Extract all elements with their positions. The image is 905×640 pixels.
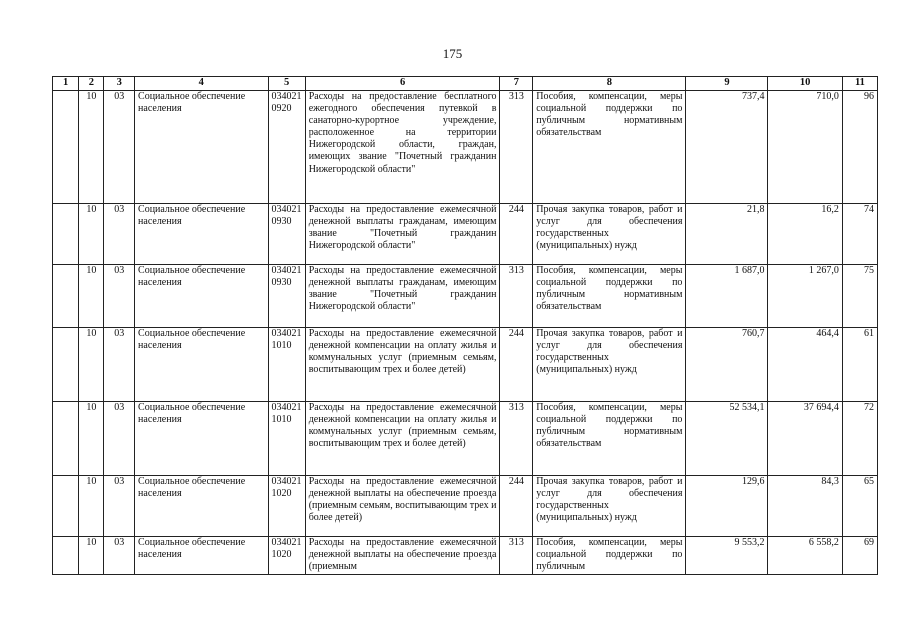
expense-description-cell: Расходы на предоставление ежемесячной денежной выплаты гражданам, имеющим звание "Почетный гражданин Нижегородской области" (305, 265, 500, 328)
planned-amount-cell: 760,7 (686, 328, 768, 402)
subsection-code-cell: 03 (104, 265, 135, 328)
row-number-cell (53, 476, 79, 537)
column-header: 8 (533, 77, 686, 91)
percent-cell: 72 (842, 402, 877, 476)
table-row (53, 91, 878, 204)
percent-cell: 69 (842, 537, 877, 575)
row-number-cell (53, 537, 79, 575)
percent-cell: 74 (842, 204, 877, 265)
percent-cell: 65 (842, 476, 877, 537)
page-number: 175 (442, 46, 463, 61)
expense-type-code-cell: 244 (500, 476, 533, 537)
row-number-cell (53, 265, 79, 328)
column-header: 2 (79, 77, 104, 91)
section-name-cell: Социальное обеспечение населения (135, 537, 268, 575)
planned-amount-cell: 1 687,0 (686, 265, 768, 328)
percent-cell: 61 (842, 328, 877, 402)
table-row (53, 265, 878, 328)
table-row (53, 328, 878, 402)
planned-amount-cell: 21,8 (686, 204, 768, 265)
executed-amount-cell: 84,3 (768, 476, 842, 537)
expense-type-name-cell: Прочая закупка товаров, работ и услуг для обеспечения государственных (муниципальных) нужд (533, 204, 686, 265)
section-name-cell: Социальное обеспечение населения (135, 402, 268, 476)
target-article-cell: 034021 1010 (268, 328, 305, 402)
executed-amount-cell: 1 267,0 (768, 265, 842, 328)
expense-type-code-cell: 313 (500, 91, 533, 204)
expense-type-code-cell: 313 (500, 402, 533, 476)
expense-type-code-cell: 244 (500, 328, 533, 402)
column-header: 4 (135, 77, 268, 91)
percent-cell: 96 (842, 91, 877, 204)
percent-cell: 75 (842, 265, 877, 328)
subsection-code-cell: 03 (104, 91, 135, 204)
section-code-cell: 10 (79, 91, 104, 204)
expense-type-name-cell: Прочая закупка товаров, работ и услуг для обеспечения государственных (муниципальных) нужд (533, 328, 686, 402)
section-code-cell: 10 (79, 537, 104, 575)
budget-table (52, 76, 878, 575)
subsection-code-cell: 03 (104, 328, 135, 402)
planned-amount-cell: 737,4 (686, 91, 768, 204)
expense-description-cell: Расходы на предоставление ежемесячной денежной выплаты гражданам, имеющим звание "Почетный гражданин Нижегородской области" (305, 204, 500, 265)
planned-amount-cell: 9 553,2 (686, 537, 768, 575)
section-name-cell: Социальное обеспечение населения (135, 204, 268, 265)
expense-description-cell: Расходы на предоставление ежемесячной денежной компенсации на оплату жилья и коммунальных услуг (приемным семьям, воспитывающим трех и более детей) (305, 402, 500, 476)
table-row (53, 476, 878, 537)
subsection-code-cell: 03 (104, 402, 135, 476)
section-name-cell: Социальное обеспечение населения (135, 265, 268, 328)
column-header: 10 (768, 77, 842, 91)
column-header: 5 (268, 77, 305, 91)
section-name-cell: Социальное обеспечение населения (135, 91, 268, 204)
row-number-cell (53, 204, 79, 265)
executed-amount-cell: 37 694,4 (768, 402, 842, 476)
expense-type-name-cell: Пособия, компенсации, меры социальной поддержки по публичным нормативным обязательствам (533, 91, 686, 204)
expense-type-code-cell: 244 (500, 204, 533, 265)
expense-type-name-cell: Пособия, компенсации, меры социальной поддержки по публичным (533, 537, 686, 575)
expense-description-cell: Расходы на предоставление ежемесячной денежной компенсации на оплату жилья и коммунальных услуг (приемным семьям, воспитывающим трех и более детей) (305, 328, 500, 402)
section-code-cell: 10 (79, 328, 104, 402)
target-article-cell: 034021 1010 (268, 402, 305, 476)
planned-amount-cell: 52 534,1 (686, 402, 768, 476)
header-row (53, 77, 878, 91)
table-row (53, 402, 878, 476)
row-number-cell (53, 402, 79, 476)
planned-amount-cell: 129,6 (686, 476, 768, 537)
section-name-cell: Социальное обеспечение населения (135, 328, 268, 402)
column-header: 3 (104, 77, 135, 91)
subsection-code-cell: 03 (104, 476, 135, 537)
expense-description-cell: Расходы на предоставление ежемесячной денежной выплаты на обеспечение проезда (приемным (305, 537, 500, 575)
target-article-cell: 034021 0920 (268, 91, 305, 204)
section-code-cell: 10 (79, 204, 104, 265)
executed-amount-cell: 6 558,2 (768, 537, 842, 575)
subsection-code-cell: 03 (104, 204, 135, 265)
target-article-cell: 034021 0930 (268, 265, 305, 328)
section-code-cell: 10 (79, 265, 104, 328)
expense-description-cell: Расходы на предоставление бесплатного ежегодного обеспечения путевкой в санаторно-курортное учреждение, расположенное на территории Нижегородской области, граждан, имеющих звание "Почетный гражданин Нижегородской области" (305, 91, 500, 204)
executed-amount-cell: 710,0 (768, 91, 842, 204)
expense-type-code-cell: 313 (500, 265, 533, 328)
expense-type-name-cell: Пособия, компенсации, меры социальной поддержки по публичным нормативным обязательствам (533, 265, 686, 328)
executed-amount-cell: 464,4 (768, 328, 842, 402)
target-article-cell: 034021 1020 (268, 537, 305, 575)
column-header: 9 (686, 77, 768, 91)
subsection-code-cell: 03 (104, 537, 135, 575)
section-code-cell: 10 (79, 476, 104, 537)
table-row (53, 537, 878, 575)
column-header: 7 (500, 77, 533, 91)
target-article-cell: 034021 0930 (268, 204, 305, 265)
expense-type-code-cell: 313 (500, 537, 533, 575)
section-name-cell: Социальное обеспечение населения (135, 476, 268, 537)
column-header: 11 (842, 77, 877, 91)
row-number-cell (53, 328, 79, 402)
executed-amount-cell: 16,2 (768, 204, 842, 265)
row-number-cell (53, 91, 79, 204)
expense-description-cell: Расходы на предоставление ежемесячной денежной выплаты на обеспечение проезда (приемным семьям, воспитывающим трех и более детей) (305, 476, 500, 537)
column-header: 1 (53, 77, 79, 91)
table-row (53, 204, 878, 265)
section-code-cell: 10 (79, 402, 104, 476)
expense-type-name-cell: Прочая закупка товаров, работ и услуг для обеспечения государственных (муниципальных) нужд (533, 476, 686, 537)
target-article-cell: 034021 1020 (268, 476, 305, 537)
column-header: 6 (305, 77, 500, 91)
expense-type-name-cell: Пособия, компенсации, меры социальной поддержки по публичным нормативным обязательствам (533, 402, 686, 476)
